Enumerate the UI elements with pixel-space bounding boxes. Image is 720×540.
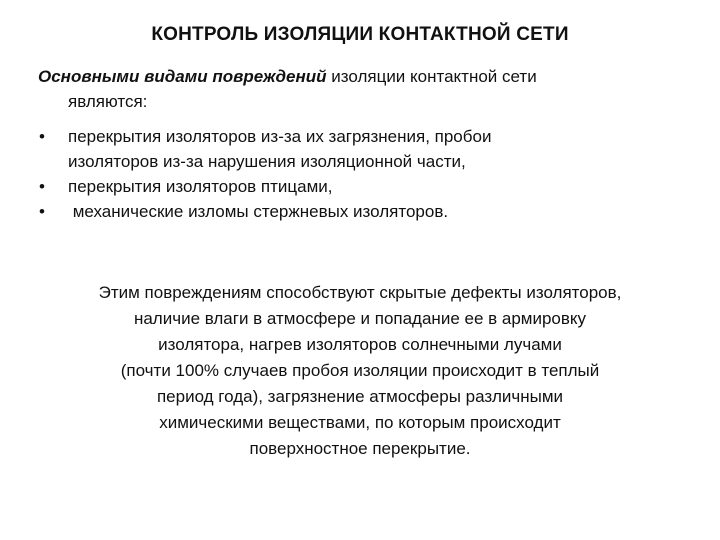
bullet-icon: •	[39, 127, 45, 146]
slide-title: КОНТРОЛЬ ИЗОЛЯЦИИ КОНТАКТНОЙ СЕТИ	[151, 24, 569, 45]
intro-lead: Основными видами повреждений	[38, 67, 327, 86]
intro-continuation: являются:	[68, 92, 148, 111]
paragraph-line: поверхностное перекрытие.	[249, 439, 471, 458]
list-item-text-cont: изоляторов из-за нарушения изоляционной части,	[68, 152, 466, 171]
paragraph-line: период года), загрязнение атмосферы различными	[156, 387, 564, 406]
list-item-text: механические изломы стержневых изоляторов.	[68, 202, 449, 221]
list-item-text: перекрытия изоляторов из-за их загрязнения, пробои	[68, 127, 492, 146]
bullet-icon: •	[39, 177, 45, 196]
intro-rest: изоляции контактной сети	[326, 67, 537, 86]
intro-text	[38, 64, 688, 114]
bullet-icon: •	[39, 202, 45, 221]
list-item-text: перекрытия изоляторов птицами,	[68, 177, 333, 196]
explanation-paragraph	[30, 280, 690, 462]
paragraph-line: (почти 100% случаев пробоя изоляции происходит в теплый	[120, 361, 600, 380]
paragraph-line: наличие влаги в атмосфере и попадание ее в армировку	[133, 309, 587, 328]
list-item	[38, 124, 688, 174]
paragraph-line: Этим повреждениям способствуют скрытые дефекты изоляторов,	[98, 283, 622, 302]
list-item	[38, 199, 688, 224]
damage-list	[38, 124, 688, 224]
paragraph-line: химическими веществами, по которым происходит	[159, 413, 561, 432]
paragraph-line: изолятора, нагрев изоляторов солнечными лучами	[158, 335, 562, 354]
list-item	[38, 174, 688, 199]
